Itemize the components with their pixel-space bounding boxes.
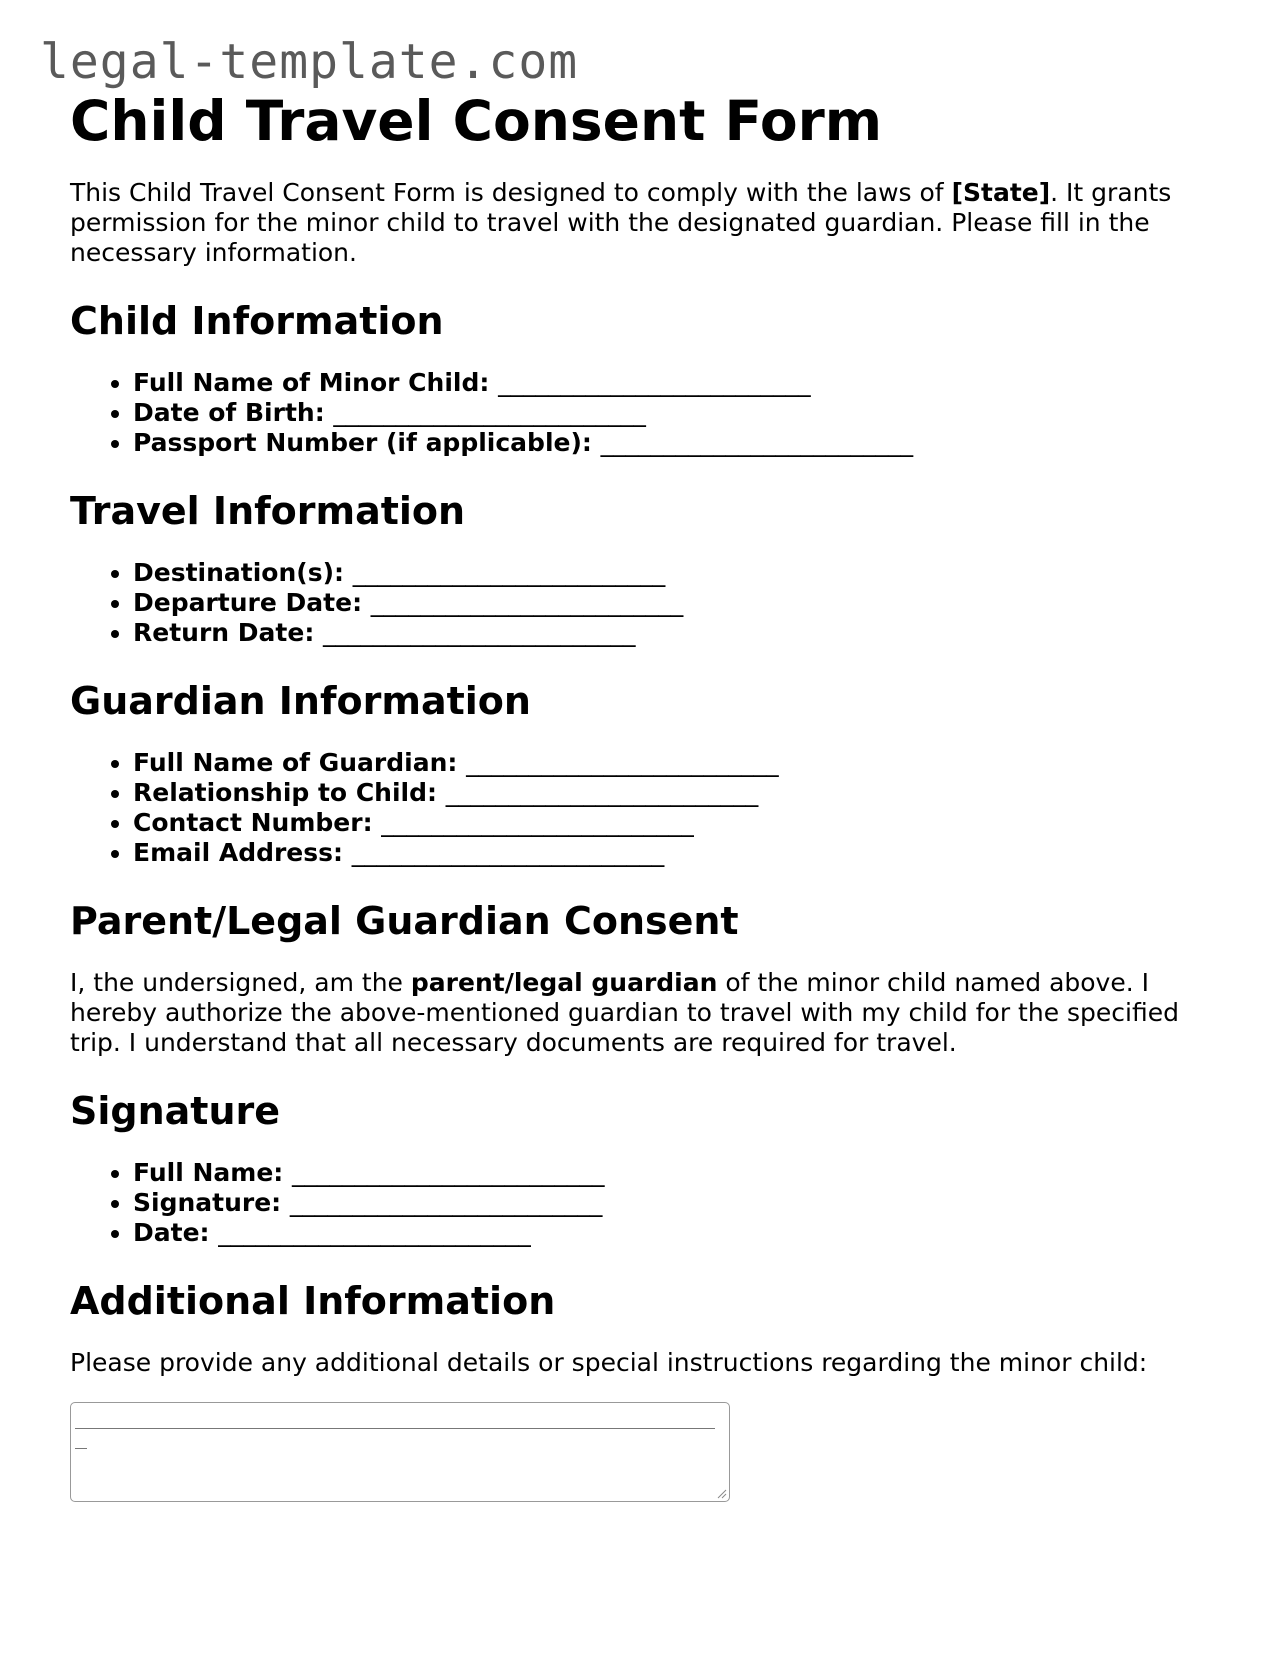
field-relationship — [133, 778, 1210, 808]
fill-in-blank[interactable]: _________________________ — [218, 1218, 531, 1247]
fill-in-blank[interactable]: _________________________ — [370, 588, 684, 617]
fill-in-blank[interactable]: _________________________ — [445, 778, 759, 807]
field-email-address — [133, 838, 1210, 868]
field-label: Contact Number: — [133, 808, 373, 837]
travel-info-heading: Travel Information — [70, 489, 466, 533]
intro-text-end: . It grants permission for the minor child to travel with the designated guardian. Please fill in the necessary information. — [70, 178, 1172, 267]
fill-in-blank[interactable]: _________________________ — [352, 558, 666, 587]
field-guardian-name — [133, 748, 1210, 778]
field-contact-number — [133, 808, 1210, 838]
document-page — [70, 88, 1210, 1502]
fill-in-blank[interactable]: _________________________ — [600, 428, 914, 457]
fill-in-blank[interactable]: _________________________ — [351, 838, 665, 867]
field-label: Date of Birth: — [133, 398, 325, 427]
textarea-underline — [75, 1428, 715, 1429]
field-label: Passport Number (if applicable): — [133, 428, 592, 457]
field-label: Date: — [133, 1218, 210, 1247]
fill-in-blank[interactable]: _________________________ — [323, 618, 636, 647]
field-signer-full-name — [133, 1158, 1210, 1188]
consent-text: I, the undersigned, am the — [70, 968, 411, 997]
fill-in-blank[interactable]: _________________________ — [466, 748, 779, 777]
signature-heading: Signature — [70, 1089, 281, 1133]
field-destinations — [133, 558, 1210, 588]
field-date-of-birth — [133, 398, 1210, 428]
child-info-heading: Child Information — [70, 299, 444, 343]
field-label: Full Name: — [133, 1158, 284, 1187]
travel-info-list — [70, 558, 1210, 648]
field-label: Signature: — [133, 1188, 282, 1217]
fill-in-blank[interactable]: _________________________ — [289, 1188, 603, 1217]
field-label: Full Name of Guardian: — [133, 748, 458, 777]
additional-info-heading: Additional Information — [70, 1279, 556, 1323]
consent-text-end: of the minor child named above. I hereby authorize the above-mentioned guardian to travel with my child for the specified trip. I understand that all necessary documents are required for travel. — [70, 968, 1179, 1057]
fill-in-blank[interactable]: _________________________ — [381, 808, 694, 837]
fill-in-blank[interactable]: _________________________ — [292, 1158, 605, 1187]
fill-in-blank[interactable]: _________________________ — [498, 368, 811, 397]
intro-paragraph — [70, 178, 1210, 268]
fill-in-blank[interactable]: _________________________ — [333, 398, 646, 427]
signature-list — [70, 1158, 1210, 1248]
intro-text: This Child Travel Consent Form is designed to comply with the laws of — [70, 178, 952, 207]
field-label: Departure Date: — [133, 588, 363, 617]
field-departure-date — [133, 588, 1210, 618]
consent-paragraph — [70, 968, 1210, 1058]
field-label: Destination(s): — [133, 558, 344, 587]
field-passport-number — [133, 428, 1210, 458]
field-label: Email Address: — [133, 838, 344, 867]
field-signature — [133, 1188, 1210, 1218]
resize-handle-icon[interactable] — [715, 1487, 727, 1499]
field-child-name — [133, 368, 1210, 398]
state-placeholder: [State] — [951, 178, 1051, 207]
consent-heading: Parent/Legal Guardian Consent — [70, 899, 739, 943]
child-info-list — [70, 368, 1210, 458]
field-label: Relationship to Child: — [133, 778, 437, 807]
field-signature-date — [133, 1218, 1210, 1248]
consent-bold: parent/legal guardian — [410, 968, 718, 997]
watermark: legal-template.com — [40, 34, 579, 90]
additional-info-prompt: Please provide any additional details or special instructions regarding the minor child: — [70, 1348, 1148, 1377]
textarea-cursor-line — [75, 1448, 87, 1449]
field-label: Full Name of Minor Child: — [133, 368, 490, 397]
field-return-date — [133, 618, 1210, 648]
guardian-info-heading: Guardian Information — [70, 679, 531, 723]
field-label: Return Date: — [133, 618, 315, 647]
guardian-info-list — [70, 748, 1210, 868]
page-title: Child Travel Consent Form — [70, 89, 883, 153]
additional-info-textarea[interactable] — [70, 1402, 730, 1502]
